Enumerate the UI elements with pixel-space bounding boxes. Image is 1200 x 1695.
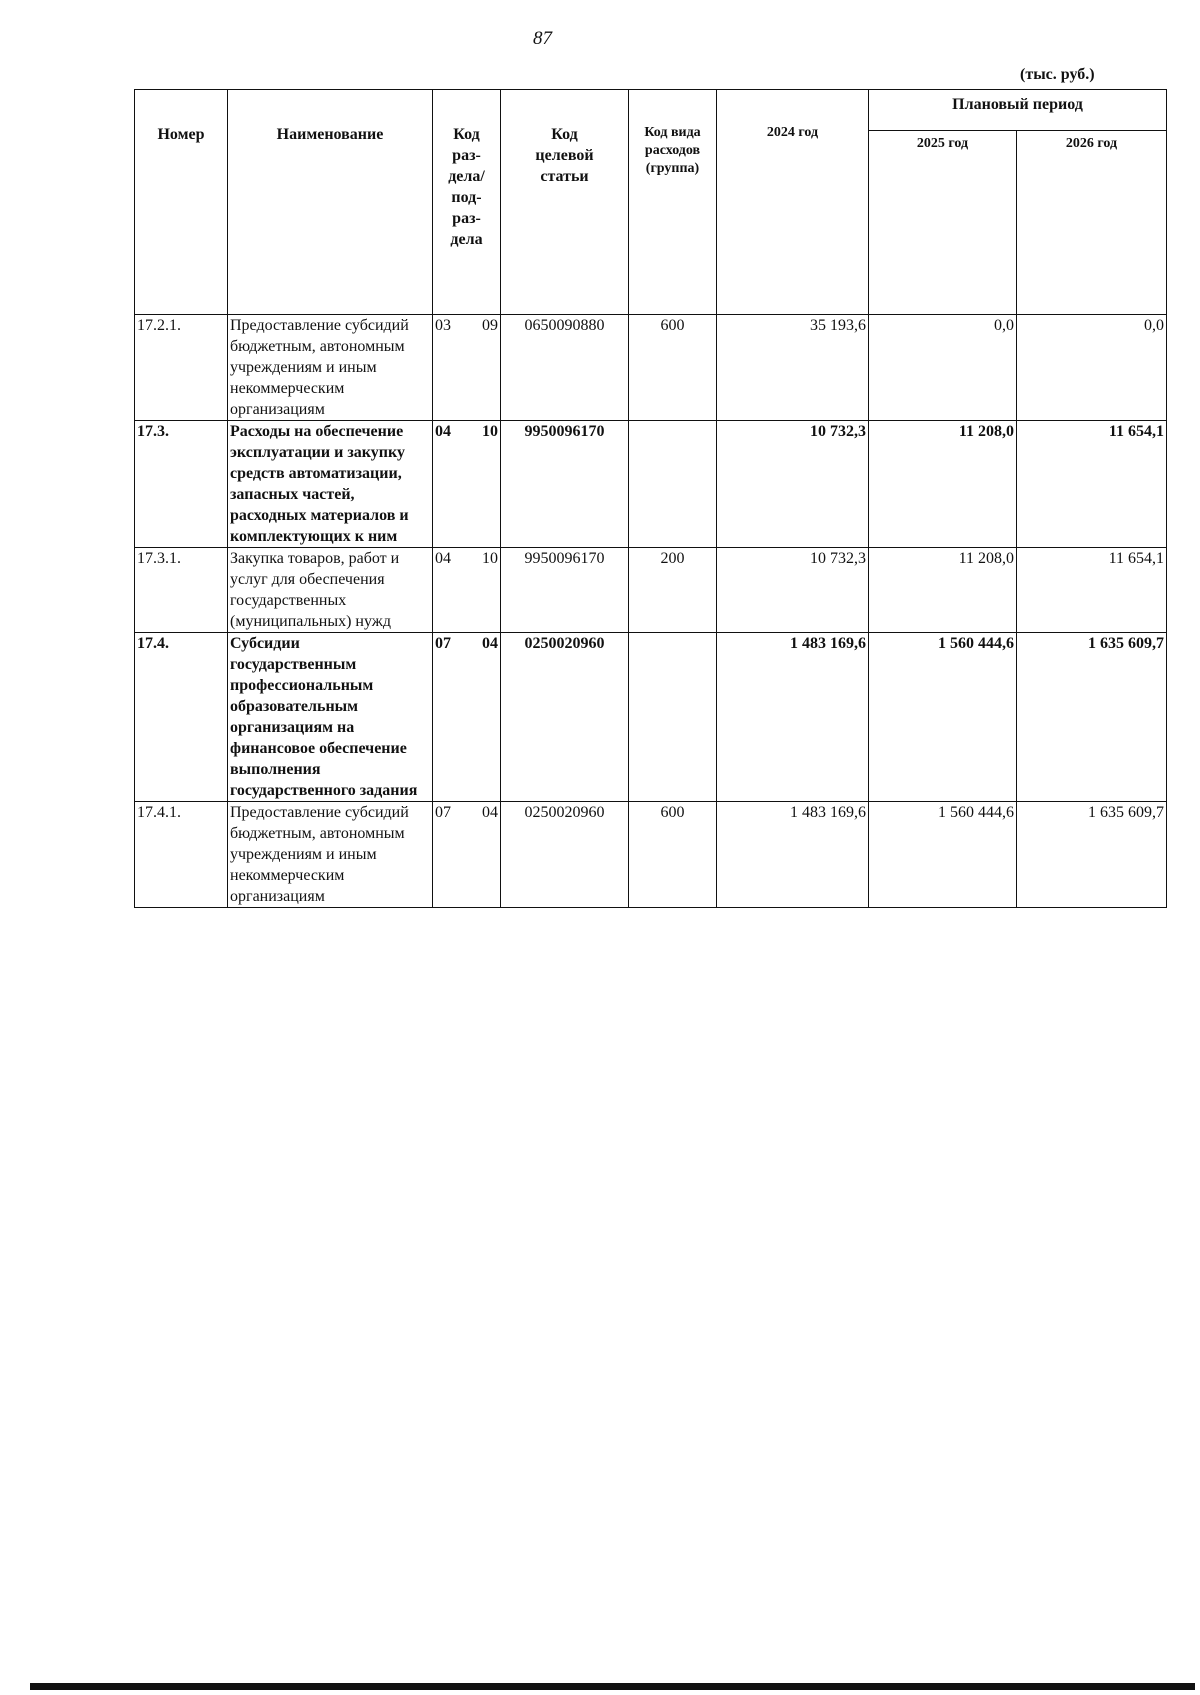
row-target-code: 9950096170 [501, 421, 629, 548]
row-amount-2025: 11 208,0 [869, 548, 1017, 633]
col-kvr-header: Код вида расходов (группа) [629, 90, 717, 315]
table-row [135, 548, 1167, 633]
row-expense-type [629, 633, 717, 802]
row-amount-2024: 10 732,3 [717, 548, 869, 633]
row-target-code: 0650090880 [501, 315, 629, 421]
row-name: Закупка товаров, работ и услуг для обеспечения государственных (муниципальных) нужд [228, 548, 433, 633]
row-amount-2025: 0,0 [869, 315, 1017, 421]
row-razdel [433, 421, 501, 548]
row-subsection-code: 04 [482, 804, 498, 821]
row-razdel [433, 633, 501, 802]
row-amount-2024: 1 483 169,6 [717, 633, 869, 802]
row-name: Субсидии государственным профессиональным образовательным организациям на финансовое обеспечение выполнения государственного задания [228, 633, 433, 802]
row-amount-2025: 1 560 444,6 [869, 633, 1017, 802]
row-number: 17.4. [135, 633, 228, 802]
row-expense-type: 600 [629, 802, 717, 908]
row-razdel [433, 802, 501, 908]
plan-period-header: Плановый период [869, 90, 1167, 131]
row-amount-2024: 35 193,6 [717, 315, 869, 421]
row-razdel [433, 548, 501, 633]
row-amount-2025: 11 208,0 [869, 421, 1017, 548]
table-body [135, 315, 1167, 908]
row-expense-type: 200 [629, 548, 717, 633]
row-expense-type [629, 421, 717, 548]
table-row [135, 633, 1167, 802]
row-amount-2026: 0,0 [1017, 315, 1167, 421]
row-name: Предоставление субсидий бюджетным, автономным учреждениям и иным некоммерческим организациям [228, 315, 433, 421]
col-razdel-header: Код раз-дела/ под-раз-дела [433, 90, 501, 315]
row-subsection-code: 10 [482, 550, 498, 567]
row-target-code: 0250020960 [501, 802, 629, 908]
row-number: 17.4.1. [135, 802, 228, 908]
row-expense-type: 600 [629, 315, 717, 421]
col-target-header: Код целевой статьи [501, 90, 629, 315]
scan-bottom-edge [30, 1683, 1195, 1690]
table-row [135, 315, 1167, 421]
row-amount-2025: 1 560 444,6 [869, 802, 1017, 908]
row-number: 17.3.1. [135, 548, 228, 633]
table-header [135, 90, 1167, 315]
row-amount-2026: 11 654,1 [1017, 548, 1167, 633]
col-2024-header: 2024 год [717, 90, 869, 315]
row-amount-2026: 1 635 609,7 [1017, 633, 1167, 802]
row-amount-2024: 10 732,3 [717, 421, 869, 548]
row-section-code: 07 [435, 804, 451, 821]
row-subsection-code: 10 [482, 423, 498, 440]
units-label: (тыс. руб.) [1020, 66, 1095, 83]
row-amount-2026: 1 635 609,7 [1017, 802, 1167, 908]
col-name-header: Наименование [228, 90, 433, 315]
page-number: 87 [533, 28, 552, 49]
row-name: Предоставление субсидий бюджетным, автономным учреждениям и иным некоммерческим организациям [228, 802, 433, 908]
col-number-header: Номер [135, 90, 228, 315]
row-section-code: 03 [435, 317, 451, 334]
row-razdel [433, 315, 501, 421]
table-row [135, 421, 1167, 548]
row-name: Расходы на обеспечение эксплуатации и закупку средств автоматизации, запасных частей, расходных материалов и комплектующих к ним [228, 421, 433, 548]
col-2025-header: 2025 год [869, 131, 1017, 315]
row-subsection-code: 09 [482, 317, 498, 334]
row-number: 17.3. [135, 421, 228, 548]
row-target-code: 9950096170 [501, 548, 629, 633]
budget-table [134, 89, 1167, 908]
col-2026-header: 2026 год [1017, 131, 1167, 315]
row-number: 17.2.1. [135, 315, 228, 421]
row-amount-2024: 1 483 169,6 [717, 802, 869, 908]
row-section-code: 04 [435, 423, 451, 440]
row-subsection-code: 04 [482, 635, 498, 652]
row-target-code: 0250020960 [501, 633, 629, 802]
row-amount-2026: 11 654,1 [1017, 421, 1167, 548]
table-row [135, 802, 1167, 908]
row-section-code: 04 [435, 550, 451, 567]
row-section-code: 07 [435, 635, 451, 652]
